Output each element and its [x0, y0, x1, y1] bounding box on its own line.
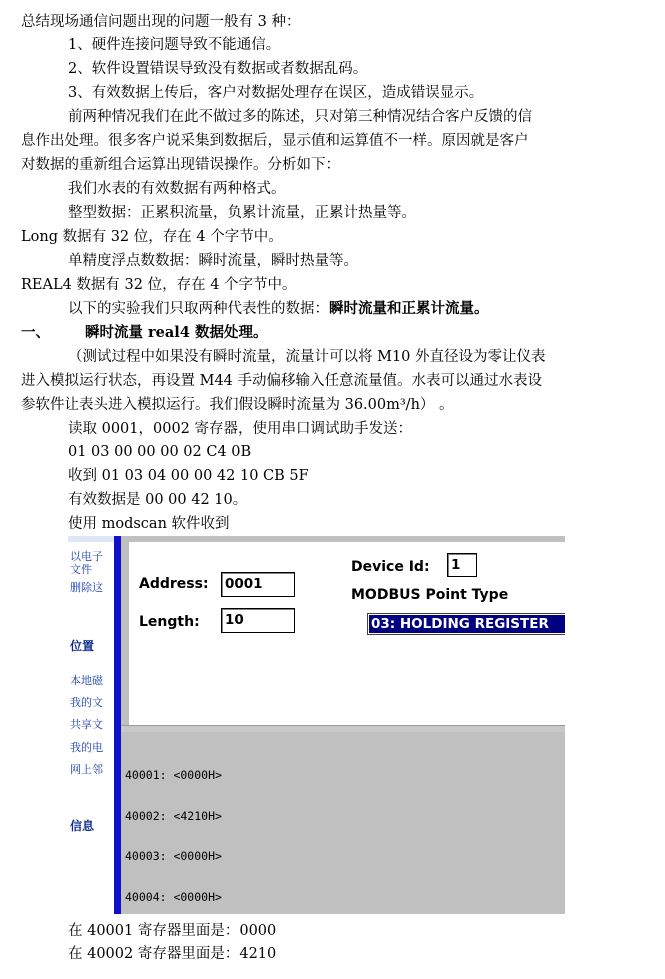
intro-line: 总结现场通信问题出现的问题一般有 3 种： — [21, 14, 301, 30]
pane-heading-info: 信息 — [70, 819, 95, 833]
point-type-select[interactable] — [367, 613, 565, 635]
list-item-3: 3、有效数据上传后，客户对数据处理存在误区，造成错误显示。 — [68, 85, 484, 101]
paragraph-line: 前两种情况我们在此不做过多的陈述，只对第三种情况结合客户反馈的信 — [68, 109, 532, 125]
register-row: 40002: <4210H> — [125, 808, 222, 823]
paragraph-line: 整型数据：正累积流量，负累计流量，正累计热量等。 — [68, 205, 416, 221]
paragraph-line: Long 数据有 32 位，存在 4 个字节中。 — [21, 229, 283, 245]
modscan-screenshot — [68, 536, 565, 914]
paragraph-line: 在 40002 寄存器里面是：4210 — [68, 946, 277, 962]
point-type-label: MODBUS Point Type — [351, 587, 509, 603]
section-number: 一、 — [21, 324, 50, 341]
device-id-label: Device Id: — [351, 559, 430, 575]
paragraph-line: 有效数据是 00 00 42 10。 — [68, 492, 248, 508]
window-frame-border — [114, 536, 121, 914]
paragraph-text: 以下的实验我们只取两种代表性的数据： — [68, 301, 329, 317]
register-row: 40004: <0000H> — [125, 889, 222, 904]
pane-heading-location: 位置 — [70, 639, 95, 653]
register-row: 40001: <0000H> — [125, 768, 222, 782]
hex-response: 收到 01 03 04 00 00 42 10 CB 5F — [68, 468, 309, 484]
paragraph-line: （测试过程中如果没有瞬时流量，流量计可以将 M10 外直径设为零让仪表 — [68, 349, 546, 365]
list-item-2: 2、软件设置错误导致没有数据或者数据乱码。 — [68, 61, 368, 77]
pane-link[interactable]: 本地磁 — [70, 674, 103, 687]
paragraph-line: 息作出处理。很多客户说采集到数据后，显示值和运算值不一样。原因就是客户 — [21, 133, 529, 149]
register-row: 40003: <0000H> — [125, 849, 222, 863]
paragraph-line: 使用 modscan 软件收到 — [68, 516, 230, 532]
paragraph-line: 读取 0001，0002 寄存器，使用串口调试助手发送： — [68, 421, 413, 437]
pane-link[interactable]: 文件 — [70, 563, 92, 576]
address-label: Address: — [139, 576, 209, 592]
paragraph-line: 单精度浮点数数据：瞬时流量，瞬时热量等。 — [68, 253, 358, 269]
paragraph-line: 在 40001 寄存器里面是：0000 — [68, 923, 277, 939]
device-id-input[interactable]: 1 — [447, 553, 477, 577]
pane-top-strip — [68, 536, 114, 542]
register-data-view — [121, 732, 565, 914]
list-item-1: 1、硬件连接问题导致不能通信。 — [68, 37, 281, 53]
pane-link[interactable]: 网上邻 — [70, 763, 103, 776]
address-input[interactable]: 0001 — [221, 572, 295, 597]
hex-command: 01 03 00 00 00 02 C4 0B — [68, 444, 252, 460]
pane-link[interactable]: 共享文 — [70, 718, 103, 731]
point-type-selected-value: 03: HOLDING REGISTER — [369, 615, 565, 633]
pane-link[interactable]: 以电子 — [70, 550, 103, 563]
explorer-side-pane — [68, 536, 114, 914]
pane-link[interactable]: 删除这 — [70, 581, 103, 594]
emphasis-text: 瞬时流量和正累计流量。 — [329, 300, 489, 317]
paragraph-line: 对数据的重新组合运算出现错误操作。分析如下： — [21, 157, 340, 173]
modscan-settings-panel — [129, 542, 565, 725]
pane-link[interactable]: 我的电 — [70, 741, 103, 754]
paragraph-line: 我们水表的有效数据有两种格式。 — [68, 181, 286, 197]
length-label: Length: — [139, 614, 200, 630]
register-list — [125, 742, 222, 914]
paragraph-line: REAL4 数据有 32 位，存在 4 个字节中。 — [21, 277, 297, 293]
paragraph-line: 进入模拟运行状态，再设置 M44 手动偏移输入任意流量值。水表可以通过水表设 — [21, 373, 543, 389]
paragraph-line — [68, 299, 489, 319]
paragraph-line: 参软件让表头进入模拟运行。我们假设瞬时流量为 36.00m³/h） 。 — [21, 397, 454, 413]
section-heading: 瞬时流量 real4 数据处理。 — [85, 324, 268, 341]
length-input[interactable]: 10 — [221, 608, 295, 633]
pane-link[interactable]: 我的文 — [70, 696, 103, 709]
